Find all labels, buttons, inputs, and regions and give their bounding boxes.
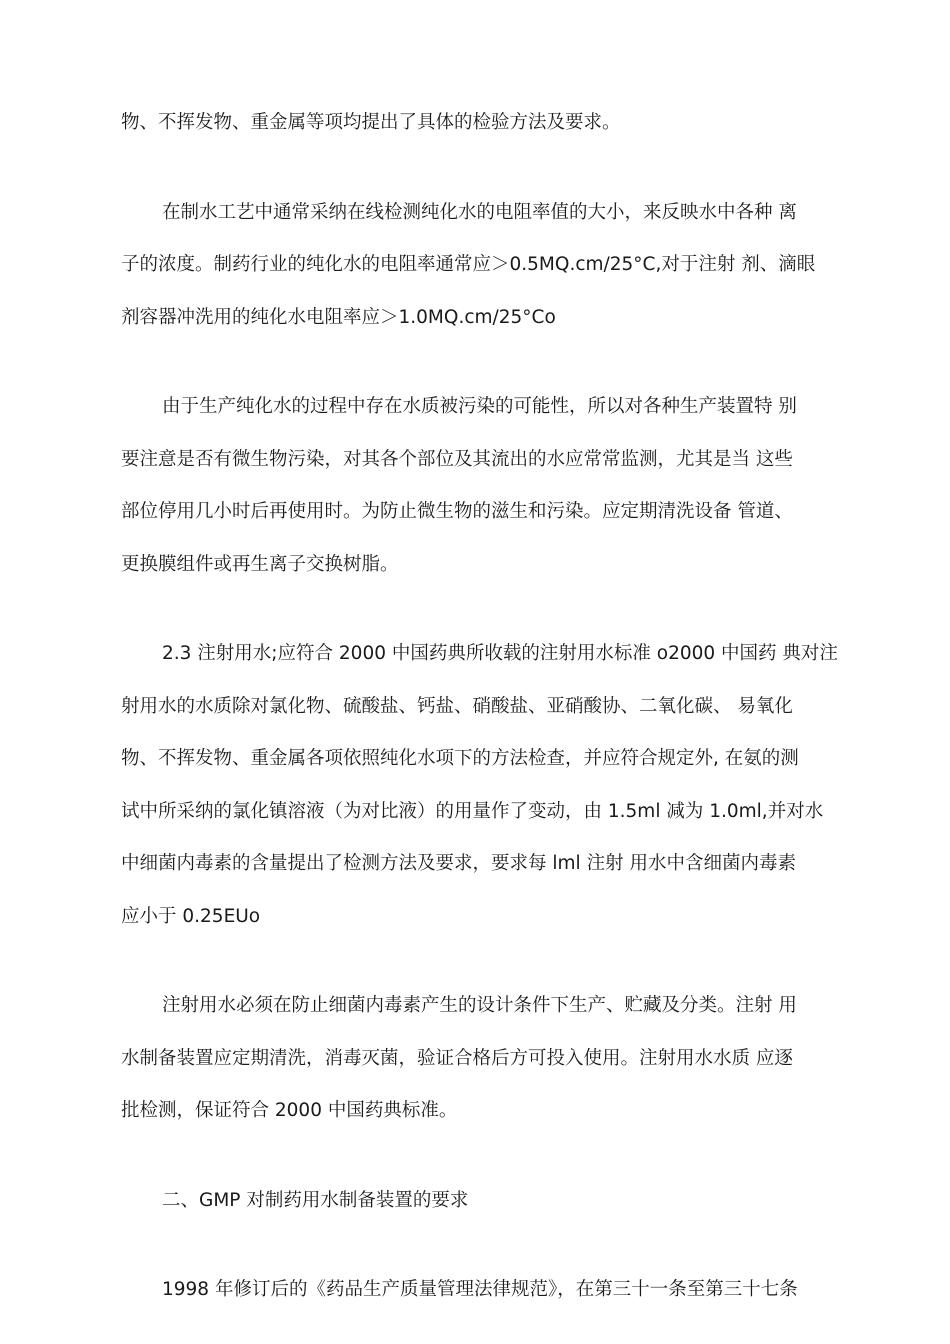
text-line: 注射用水必须在防止细菌内毒素产生的设计条件下生产、贮藏及分类。注射 用 [162, 995, 797, 1016]
text-line: 批检测，保证符合 2000 中国药典标准。 [121, 1100, 458, 1121]
text-line: 应小于 0.25EUo [121, 905, 261, 927]
paragraph-gap [121, 1227, 831, 1264]
paragraph [121, 1175, 831, 1228]
text-line: 在制水工艺中通常采纳在线检测纯化水的电阻率值的大小，来反映水中各种 离 [162, 201, 797, 223]
text-line: 更换膜组件或再生离子交换树脂。 [121, 553, 399, 575]
text-line: 试中所采纳的氯化镇溶液（为对比液）的用量作了变动，由 1.5ml 减为 1.0ml,并对水 [121, 800, 824, 822]
text-line: 2.3 注射用水;应符合 2000 中国药典所收载的注射用水标准 o2000 中国药 典对注 [162, 643, 838, 664]
text-line: 1998 年修订后的《药品生产质量管理法律规范》，在第三十一条至第三十七条 [162, 1279, 798, 1300]
paragraph-gap [121, 344, 831, 381]
text-line: 射用水的水质除对氯化物、硫酸盐、钙盐、硝酸盐、亚硝酸协、二氧化碳、 易氧化 [121, 695, 793, 717]
text-line: 子的浓度。制药行业的纯化水的电阻率通常应＞0.5MQ.cm/25°C,对于注射 剂、滴眼 [121, 254, 816, 275]
paragraph-gap [121, 943, 831, 980]
paragraph-gap [121, 150, 831, 187]
paragraph [121, 187, 831, 345]
text-line: 中细菌内毒素的含量提出了检测方法及要求，要求每 lml 注射 用水中含细菌内毒素 [121, 853, 796, 874]
paragraph [121, 980, 831, 1138]
paragraph [121, 381, 831, 591]
paragraph [121, 1264, 831, 1317]
text-line: 物、不挥发物、重金属等项均提出了具体的检验方法及要求。 [121, 112, 621, 133]
text-line: 部位停用几小时后再使用时。为防止微生物的滋生和污染。应定期清洗设备 管道、 [121, 501, 793, 522]
text-line: 物、不挥发物、重金属各项依照纯化水项下的方法检查，并应符合规定外, 在氨的测 [121, 748, 799, 769]
text-line: 水制备装置应定期清洗，消毒灭菌，验证合格后方可投入使用。注射用水水质 应逐 [121, 1047, 793, 1069]
document-body [121, 97, 838, 1317]
text-line: 要注意是否有微生物污染，对其各个部位及其流出的水应常常监测，尤其是当 这些 [121, 448, 793, 470]
paragraph-gap [121, 1138, 831, 1175]
paragraph-gap [121, 591, 831, 628]
paragraph [121, 628, 838, 943]
text-line: 二、GMP 对制药用水制备装置的要求 [162, 1189, 469, 1211]
text-line: 由于生产纯化水的过程中存在水质被污染的可能性，所以对各种生产装置特 别 [162, 396, 797, 417]
text-line: 剂容器冲洗用的纯化水电阻率应＞1.0MQ.cm/25°Co [121, 306, 556, 328]
paragraph [121, 97, 831, 150]
